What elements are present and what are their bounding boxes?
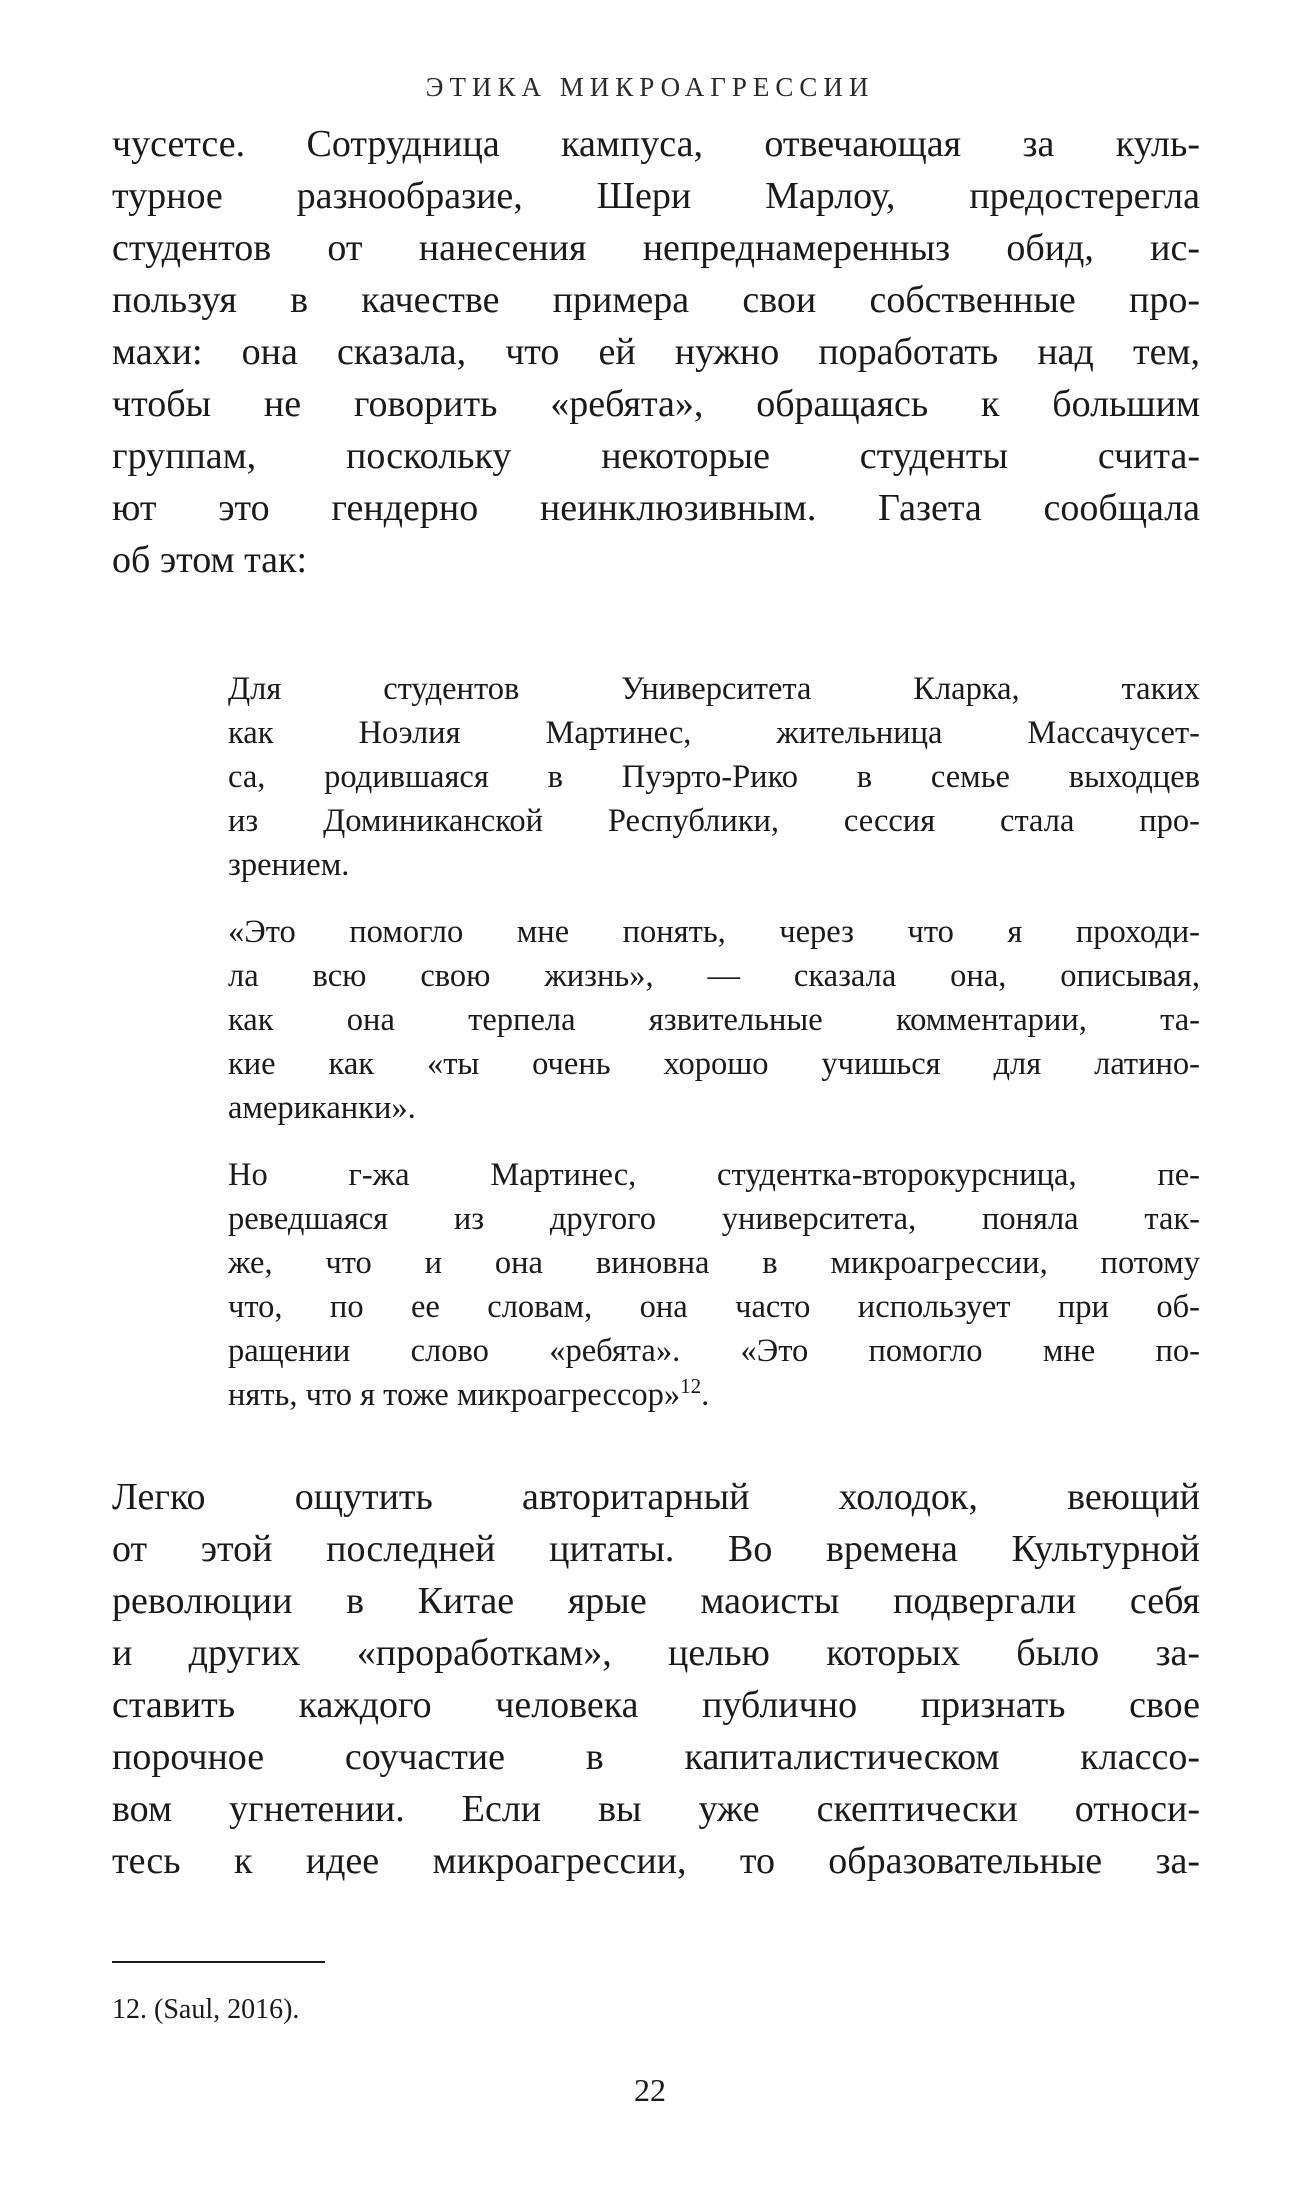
footnote: 12. (Saul, 2016). <box>112 1994 300 2025</box>
footnote-reference[interactable]: 12 <box>680 1374 702 1398</box>
footnote-divider <box>112 1961 325 1963</box>
text-line: махи: она сказала, что ей нужно поработать над тем, <box>112 331 1200 373</box>
quote-line: американки». <box>228 1090 416 1126</box>
text-line: вом угнетении. Если вы уже скептически относи- <box>112 1788 1200 1830</box>
quote-line: как Ноэлия Мартинес, жительница Массачусет- <box>228 715 1200 751</box>
running-head: ЭТИКА МИКРОАГРЕССИИ <box>425 72 875 102</box>
text-line: турное разнообразие, Шери Марлоу, предостерегла <box>112 175 1200 217</box>
body-paragraph-1 <box>112 118 1200 586</box>
text-line: революции в Китае ярые маоисты подвергали себя <box>112 1580 1200 1622</box>
text-line: студентов от нанесения непреднамеренныз обид, ис- <box>112 227 1200 269</box>
text-line: пользуя в качестве примера свои собственные про- <box>112 279 1200 321</box>
block-quote-paragraph-2 <box>228 910 1200 1130</box>
text-line: ют это гендерно неинклюзивным. Газета сообщала <box>112 487 1200 529</box>
quote-line: ращении слово «ребята». «Это помогло мне по- <box>228 1333 1200 1369</box>
quote-line: как она терпела язвительные комментарии, та- <box>228 1002 1200 1038</box>
quote-line: из Доминиканской Республики, сессия стала про- <box>228 803 1200 839</box>
quote-line: са, родившаяся в Пуэрто-Рико в семье выходцев <box>228 759 1200 795</box>
text-line: чусетсе. Сотрудница кампуса, отвечающая за куль- <box>112 123 1200 165</box>
page-number: 22 <box>634 2072 666 2108</box>
body-paragraph-2 <box>112 1471 1200 1887</box>
quote-line: зрением. <box>228 847 350 883</box>
block-quote-paragraph-3 <box>228 1153 1200 1417</box>
quote-line: реведшаяся из другого университета, поняла так- <box>228 1201 1200 1237</box>
quote-line: кие как «ты очень хорошо учишься для латино- <box>228 1046 1200 1082</box>
text-line: об этом так: <box>112 539 308 581</box>
text-line: Легко ощутить авторитарный холодок, веющий <box>112 1476 1200 1518</box>
text-line: от этой последней цитаты. Во времена Культурной <box>112 1528 1200 1570</box>
quote-line: что, по ее словам, она часто использует при об- <box>228 1289 1200 1325</box>
text-line: чтобы не говорить «ребята», обращаясь к большим <box>112 383 1200 425</box>
quote-last-line-end: . <box>701 1377 710 1413</box>
text-line: и других «проработкам», целью которых было за- <box>112 1632 1200 1674</box>
text-line: группам, поскольку некоторые студенты счита- <box>112 435 1200 477</box>
text-line: порочное соучастие в капиталистическом классо- <box>112 1736 1200 1778</box>
quote-line: ла всю свою жизнь», — сказала она, описывая, <box>228 958 1200 994</box>
quote-line: «Это помогло мне понять, через что я проходи- <box>228 914 1200 950</box>
quote-last-line-text: нять, что я тоже микроагрессор» <box>228 1377 681 1413</box>
text-line: тесь к идее микроагрессии, то образовательные за- <box>112 1840 1200 1882</box>
block-quote-paragraph-1 <box>228 667 1200 887</box>
quote-line: Для студентов Университета Кларка, таких <box>228 671 1200 707</box>
quote-line: же, что и она виновна в микроагрессии, потому <box>228 1245 1200 1281</box>
quote-line: Но г-жа Мартинес, студентка-второкурсница, пе- <box>228 1157 1200 1193</box>
text-line: ставить каждого человека публично признать свое <box>112 1684 1200 1726</box>
quote-line <box>228 1373 1200 1417</box>
